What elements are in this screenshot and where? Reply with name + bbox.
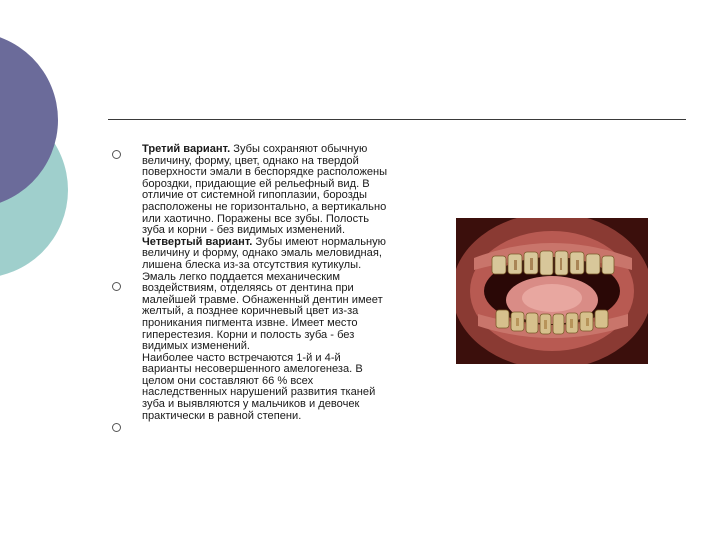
paragraph-lead: Третий вариант. — [142, 143, 231, 155]
paragraph-body: Наиболее часто встречаются 1-й и 4-й варианты несовершенного амелогенеза. В целом они составляют 66 % всех наследственных нарушений развития тканей зуба и выявляются у мальчиков и девочек практически в равной степени. — [142, 351, 376, 422]
bullet-icon — [112, 282, 121, 291]
teeth-photo — [456, 218, 648, 364]
paragraph-body: Зубы сохраняют обычную величину, форму, цвет, однако на твердой поверхности эмали в беспорядке расположены бороздки, придающие ей рельефный вид. В отличие от системной гипоплазии, борозды расположены не горизонтально, а вертикально или хаотично. Поражены все зубы. Полость зуба и корни - без видимых изменений. — [142, 143, 388, 237]
paragraph-body: Зубы имеют нормальную величину и форму, однако эмаль меловидная, лишена блеска из-за отсутствия кутикулы. Эмаль легко поддается механическим воздействиям, отделяясь от дентина при малейшей травме. Обнаженный дентин имеет желтый, а позднее коричневый цвет из-за проникания пигмента извне. Имеет место гиперестезия. Корни и полость зуба - без видимых изменений. — [142, 235, 386, 353]
bullet-icon — [112, 423, 121, 432]
paragraph-variant-3 — [142, 144, 390, 237]
paragraph-lead: Четвертый вариант. — [142, 235, 253, 248]
paragraph-summary — [142, 353, 390, 423]
title-divider — [108, 119, 686, 120]
decorative-circles — [0, 0, 120, 300]
body-text — [142, 144, 390, 422]
paragraph-variant-4 — [142, 237, 390, 353]
bullet-icon — [112, 150, 121, 159]
